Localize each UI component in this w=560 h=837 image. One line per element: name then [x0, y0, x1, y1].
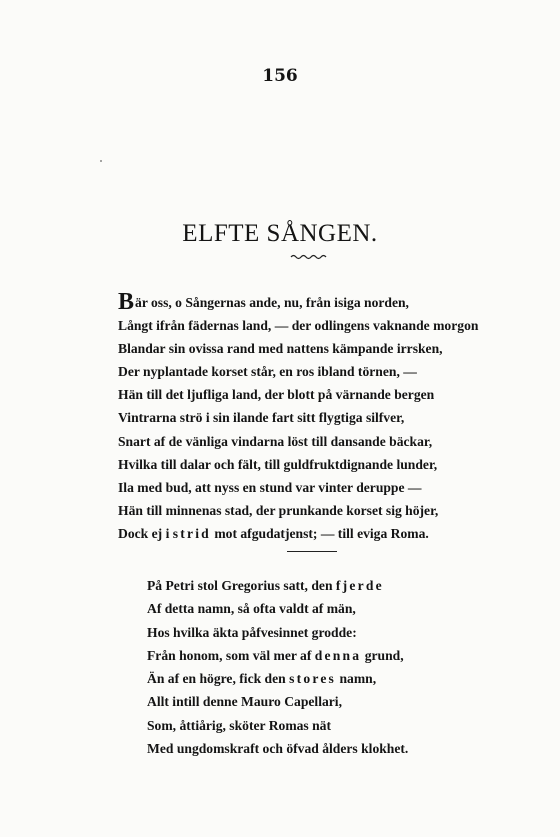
verse-line-5-spaced: stores — [289, 671, 337, 687]
stanza-line: Vintrarna strö i sin ilande fart sitt flygtiga silfver, — [118, 410, 405, 426]
stanza-line: Der nyplantade korset står, en ros ibland törnen, — — [118, 364, 417, 380]
verse-line-5-pre: Än af en högre, fick den — [147, 671, 286, 687]
stanza-line: Snart af de vänliga vindarna löst till dansande bäckar, — [118, 433, 433, 449]
title-ornament — [290, 252, 330, 262]
verse-line-5-post: namn, — [339, 671, 377, 687]
stanza-line-last — [118, 522, 528, 545]
stanza-last-post: mot afgudatjenst; — till eviga Roma. — [214, 525, 429, 541]
verse-line — [147, 644, 507, 667]
verse-line-4-pre: Från honom, som väl mer af — [147, 647, 312, 663]
stanza-last-spaced: strid — [172, 525, 211, 541]
verse-line-4-post: grund, — [364, 647, 404, 663]
chapter-title: ELFTE SÅNGEN. — [182, 219, 378, 247]
section-divider — [287, 551, 337, 552]
verse-line — [147, 667, 507, 690]
verse-line-1-pre: På Petri stol Gregorius satt, den — [147, 578, 333, 593]
verse-line: Med ungdomskraft och öfvad ålders klokhet. — [147, 741, 409, 757]
stanza-line-1 — [118, 290, 528, 314]
verse-line: Som, åttiårig, sköter Romas nät — [147, 717, 332, 733]
verse-block — [147, 574, 507, 760]
stanza-line: Långt ifrån fädernas land, — der odlingens vaknande morgon — [118, 318, 479, 334]
stanza-line: Hvilka till dalar och fält, till guldfruktdignande lunder, — [118, 456, 438, 472]
stanza-line: Hän till minnenas stad, der prunkande korset sig höjer, — [118, 502, 439, 518]
page-number: 156 — [262, 66, 298, 86]
drop-cap: B — [118, 289, 135, 315]
verse-line-4-spaced: denna — [314, 647, 362, 663]
stanza-line: Blandar sin ovissa rand med nattens kämpande irrsken, — [118, 341, 443, 357]
verse-line: Af detta namn, så ofta valdt af män, — [147, 601, 356, 617]
speck-mark — [100, 160, 102, 162]
verse-line-1-spaced: fjerde — [335, 578, 384, 593]
verse-line: Allt intill denne Mauro Capellari, — [147, 694, 342, 710]
opening-stanza — [118, 290, 528, 545]
stanza-line: Hän till det ljufliga land, der blott på värnande bergen — [118, 387, 435, 403]
verse-line — [147, 574, 507, 597]
stanza-last-pre: Dock ej i — [118, 525, 170, 541]
stanza-line-1-text: är oss, o Sångernas ande, nu, från isiga norden, — [135, 295, 409, 310]
verse-line: Hos hvilka äkta påfvesinnet grodde: — [147, 624, 357, 640]
stanza-line: Ila med bud, att nyss en stund var vinter deruppe — — [118, 479, 422, 495]
